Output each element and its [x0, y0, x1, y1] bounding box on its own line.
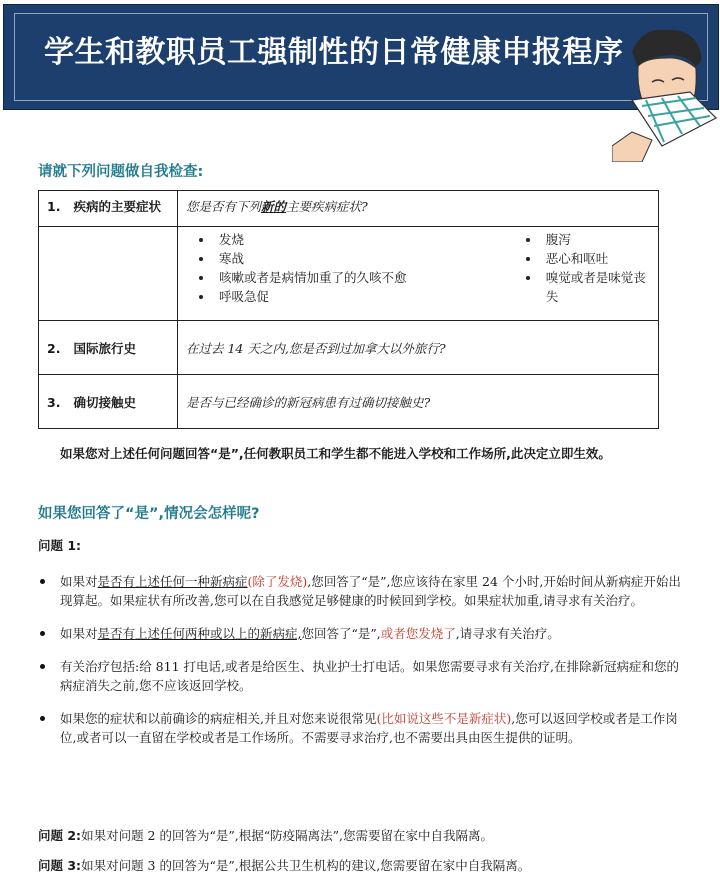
row-number: 1. [47, 199, 61, 214]
bullet-highlight-text: (除了发烧) [247, 574, 308, 589]
bullet-text: 您回答了“是”, [301, 626, 381, 641]
list-item [38, 657, 688, 695]
bullet-text: 如果对 [60, 574, 98, 589]
symptom-list-cell [178, 227, 659, 321]
question-2-text: 如果对问题 2 的回答为“是”,根据“防疫隔离法”,您需要留在家中自我隔离。 [81, 828, 493, 843]
question-text [178, 191, 659, 227]
question-text-part: 主要疾病症状? [286, 199, 368, 214]
question-1-label: 问题 1: [38, 538, 82, 553]
table-row [39, 321, 659, 375]
bullet-text: ,您回答了“是”,您应该待在家里 24 个小时,开始时间从新病症开始出现算起。如果症状有所改善,您可以在自我感觉足够健康的时候回到学校。如果症状加重,请寻求有关治疗。 [60, 574, 681, 608]
bullet-underlined-text: 是否有上述任何一种新病症 [97, 574, 248, 589]
symptom-list-left [179, 230, 506, 306]
answered-yes-heading: 如果您回答了“是”,情况会怎样呢? [38, 506, 260, 522]
entry-restriction-notice: 如果您对上述任何问题回答“是”,任何教职员工和学生都不能进入学校和工作场所,此决定立即生效。 [60, 446, 611, 461]
row-label: 疾病的主要症状 [73, 199, 162, 214]
list-item: 嗅觉或者是味觉丧失 [546, 268, 657, 306]
bullet-highlight-text: 或者您发烧了 [380, 626, 456, 641]
empty-cell [39, 227, 178, 321]
bullet-underlined-text: 是否有上述任何两种或以上的新病症, [97, 626, 302, 641]
list-item: 腹泻 [546, 230, 657, 249]
list-item [38, 572, 688, 610]
bullet-dot [40, 664, 45, 669]
self-check-heading: 请就下列问题做自我检查: [38, 164, 204, 180]
question-label [39, 321, 178, 375]
question-3-line [38, 856, 698, 874]
list-item [38, 709, 688, 747]
question-text: 是否与已经确诊的新冠病患有过确切接触史? [178, 375, 659, 429]
symptoms-table [38, 190, 659, 429]
list-item [38, 624, 688, 643]
question-3-label: 问题 3: [38, 858, 82, 873]
list-item: 呼吸急促 [219, 287, 506, 306]
list-item: 发烧 [219, 230, 506, 249]
table-row [39, 375, 659, 429]
bullet-text: 如果对 [60, 626, 98, 641]
question-text: 在过去 14 天之内,您是否到过加拿大以外旅行? [178, 321, 659, 375]
bullet-dot [40, 631, 45, 636]
bullet-text: ,您可以返回学校或者是工作岗位,或者可以一直留在学校或者是工作场所。不需要寻求治疗,也不需要出具由医生提供的证明。 [60, 711, 678, 745]
list-item: 咳嗽或者是病情加重了的久咳不愈 [219, 268, 506, 287]
question-2-label: 问题 2: [38, 828, 82, 843]
bullet-text: ,请寻求有关治疗。 [455, 626, 560, 641]
sneezing-man-illustration [612, 22, 718, 162]
list-item: 恶心和呕吐 [546, 249, 657, 268]
row-label: 国际旅行史 [73, 340, 137, 356]
bullet-text: 有关治疗包括:给 811 打电话,或者是给医生、执业护士打电话。如果您需要寻求有关治疗,在排除新冠病症和您的病症消失之前,您不应该返回学校。 [60, 659, 679, 693]
table-row [39, 227, 659, 321]
question-3-text: 如果对问题 3 的回答为“是”,根据公共卫生机构的建议,您需要留在家中自我隔离。 [81, 858, 531, 873]
question-text-part: 您是否有下列 [186, 199, 262, 214]
row-number: 2. [47, 340, 61, 356]
bullet-dot [40, 716, 45, 721]
page-title: 学生和教职员工强制性的日常健康申报程序 [44, 35, 624, 70]
question-1-bullets [38, 572, 688, 747]
bullet-highlight-text: (比如说这些不是新症状) [376, 711, 512, 726]
list-item: 寒战 [219, 249, 506, 268]
question-2-line [38, 826, 698, 844]
question-label [39, 375, 178, 429]
row-label: 确切接触史 [73, 394, 137, 410]
bullet-dot [40, 579, 45, 584]
bullet-text: 如果您的症状和以前确诊的病症相关,并且对您来说很常见 [60, 711, 377, 726]
row-number: 3. [47, 394, 61, 410]
question-label [39, 191, 178, 227]
question-emphasis: 新的 [261, 199, 287, 214]
symptom-list-right [506, 230, 657, 306]
table-row [39, 191, 659, 227]
